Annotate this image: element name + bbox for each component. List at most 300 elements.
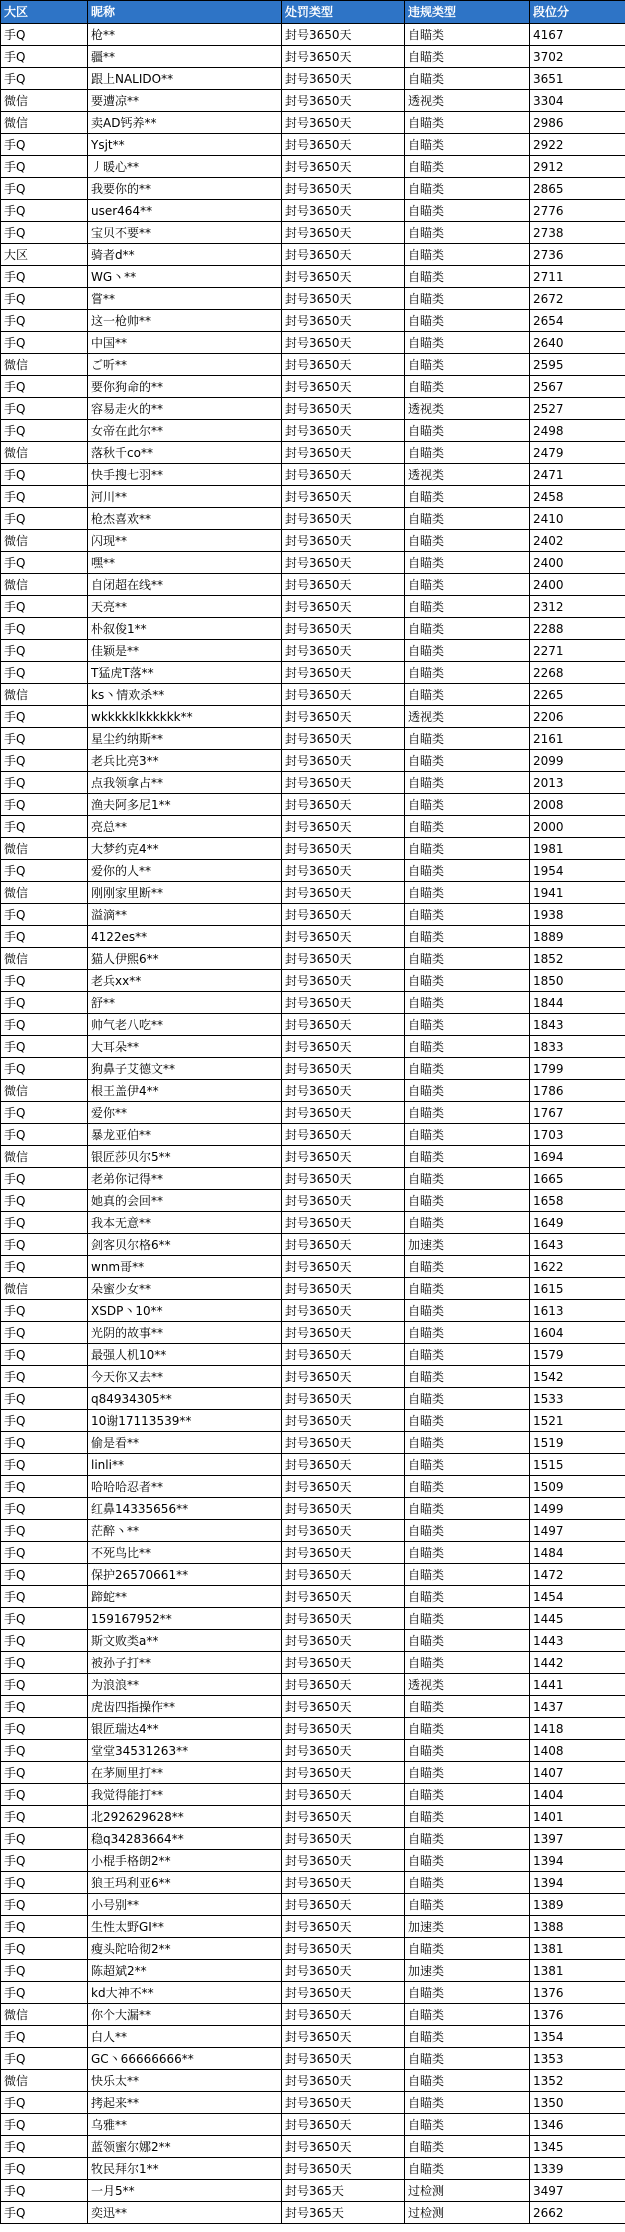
cell-nickname: 老兵比亮3** [88, 750, 282, 772]
table-row [1, 332, 625, 354]
table-row [1, 1410, 625, 1432]
cell-nickname: 生性太野GI** [88, 1916, 282, 1938]
cell-penalty-type: 封号3650天 [282, 552, 405, 574]
cell-rank-score: 2008 [530, 794, 625, 816]
cell-region: 手Q [1, 1190, 88, 1212]
cell-nickname: 4122es** [88, 926, 282, 948]
cell-penalty-type: 封号3650天 [282, 860, 405, 882]
cell-nickname: 光阴的故事** [88, 1322, 282, 1344]
table-row [1, 90, 625, 112]
column-header-nickname: 昵称 [88, 1, 282, 24]
cell-violation-type: 自瞄类 [405, 662, 530, 684]
cell-nickname: 10谢17113539** [88, 1410, 282, 1432]
cell-rank-score: 2595 [530, 354, 625, 376]
cell-penalty-type: 封号3650天 [282, 1058, 405, 1080]
cell-violation-type: 自瞄类 [405, 926, 530, 948]
cell-rank-score: 2912 [530, 156, 625, 178]
cell-region: 微信 [1, 1146, 88, 1168]
cell-violation-type: 透视类 [405, 464, 530, 486]
cell-nickname: 我本无意** [88, 1212, 282, 1234]
cell-nickname: 狼王玛利亚6** [88, 1872, 282, 1894]
cell-nickname: 枪杰喜欢** [88, 508, 282, 530]
cell-rank-score: 1938 [530, 904, 625, 926]
cell-nickname: 宝贝不要** [88, 222, 282, 244]
cell-nickname: 老兵xx** [88, 970, 282, 992]
cell-region: 手Q [1, 1058, 88, 1080]
table-row [1, 1300, 625, 1322]
cell-penalty-type: 封号3650天 [282, 2026, 405, 2048]
cell-region: 微信 [1, 684, 88, 706]
cell-region: 手Q [1, 156, 88, 178]
cell-penalty-type: 封号3650天 [282, 1630, 405, 1652]
column-header-region: 大区 [1, 1, 88, 24]
cell-penalty-type: 封号3650天 [282, 1256, 405, 1278]
cell-violation-type: 自瞄类 [405, 112, 530, 134]
cell-rank-score: 1850 [530, 970, 625, 992]
cell-nickname: ks丶情欢杀** [88, 684, 282, 706]
cell-rank-score: 3651 [530, 68, 625, 90]
cell-nickname: 我觉得能打** [88, 1784, 282, 1806]
cell-nickname: 中国** [88, 332, 282, 354]
cell-penalty-type: 封号3650天 [282, 530, 405, 552]
cell-penalty-type: 封号3650天 [282, 398, 405, 420]
cell-penalty-type: 封号3650天 [282, 794, 405, 816]
cell-violation-type: 自瞄类 [405, 1652, 530, 1674]
cell-rank-score: 1454 [530, 1586, 625, 1608]
cell-nickname: 舒** [88, 992, 282, 1014]
cell-violation-type: 自瞄类 [405, 2136, 530, 2158]
table-row [1, 68, 625, 90]
cell-region: 手Q [1, 970, 88, 992]
cell-region: 手Q [1, 1498, 88, 1520]
cell-violation-type: 自瞄类 [405, 1432, 530, 1454]
cell-penalty-type: 封号3650天 [282, 1322, 405, 1344]
cell-violation-type: 自瞄类 [405, 574, 530, 596]
cell-nickname: 蓝领蜜尔娜2** [88, 2136, 282, 2158]
cell-region: 手Q [1, 1608, 88, 1630]
cell-nickname: 虎齿四指操作** [88, 1696, 282, 1718]
cell-rank-score: 1497 [530, 1520, 625, 1542]
cell-violation-type: 自瞄类 [405, 442, 530, 464]
cell-rank-score: 1437 [530, 1696, 625, 1718]
cell-region: 手Q [1, 1674, 88, 1696]
table-row [1, 970, 625, 992]
table-row [1, 244, 625, 266]
cell-nickname: 我要你的** [88, 178, 282, 200]
cell-violation-type: 自瞄类 [405, 156, 530, 178]
cell-region: 手Q [1, 1894, 88, 1916]
table-row [1, 1454, 625, 1476]
cell-penalty-type: 封号3650天 [282, 1608, 405, 1630]
cell-violation-type: 自瞄类 [405, 420, 530, 442]
cell-penalty-type: 封号3650天 [282, 904, 405, 926]
cell-penalty-type: 封号3650天 [282, 574, 405, 596]
cell-rank-score: 2312 [530, 596, 625, 618]
cell-region: 微信 [1, 354, 88, 376]
cell-region: 手Q [1, 860, 88, 882]
cell-region: 手Q [1, 1850, 88, 1872]
cell-region: 手Q [1, 200, 88, 222]
cell-nickname: 拷起来** [88, 2092, 282, 2114]
table-row [1, 2158, 625, 2180]
column-header-penalty-type: 处罚类型 [282, 1, 405, 24]
cell-region: 手Q [1, 750, 88, 772]
cell-region: 手Q [1, 1564, 88, 1586]
cell-violation-type: 自瞄类 [405, 1828, 530, 1850]
cell-penalty-type: 封号3650天 [282, 750, 405, 772]
cell-penalty-type: 封号3650天 [282, 1212, 405, 1234]
cell-rank-score: 1339 [530, 2158, 625, 2180]
cell-violation-type: 自瞄类 [405, 68, 530, 90]
table-row [1, 376, 625, 398]
cell-nickname: WG丶** [88, 266, 282, 288]
cell-nickname: 嘿** [88, 552, 282, 574]
cell-penalty-type: 封号3650天 [282, 1476, 405, 1498]
table-row [1, 1256, 625, 1278]
table-row [1, 1960, 625, 1982]
column-header-rank-score: 段位分 [530, 1, 625, 24]
table-row [1, 684, 625, 706]
cell-nickname: 星尘约纳斯** [88, 728, 282, 750]
cell-penalty-type: 封号3650天 [282, 1432, 405, 1454]
cell-rank-score: 1519 [530, 1432, 625, 1454]
cell-violation-type: 自瞄类 [405, 266, 530, 288]
cell-region: 手Q [1, 596, 88, 618]
cell-rank-score: 2099 [530, 750, 625, 772]
cell-region: 手Q [1, 1630, 88, 1652]
cell-rank-score: 1615 [530, 1278, 625, 1300]
cell-rank-score: 1533 [530, 1388, 625, 1410]
cell-region: 手Q [1, 2158, 88, 2180]
cell-violation-type: 自瞄类 [405, 2114, 530, 2136]
table-row [1, 1828, 625, 1850]
cell-penalty-type: 封号3650天 [282, 178, 405, 200]
cell-rank-score: 2458 [530, 486, 625, 508]
table-row [1, 1344, 625, 1366]
table-row [1, 1542, 625, 1564]
cell-violation-type: 自瞄类 [405, 1102, 530, 1124]
cell-penalty-type: 封号3650天 [282, 970, 405, 992]
cell-region: 手Q [1, 486, 88, 508]
cell-region: 手Q [1, 2026, 88, 2048]
cell-penalty-type: 封号3650天 [282, 1300, 405, 1322]
table-row [1, 1322, 625, 1344]
table-row [1, 1850, 625, 1872]
cell-penalty-type: 封号3650天 [282, 1982, 405, 2004]
cell-penalty-type: 封号3650天 [282, 640, 405, 662]
cell-rank-score: 1954 [530, 860, 625, 882]
cell-region: 微信 [1, 112, 88, 134]
cell-penalty-type: 封号3650天 [282, 2158, 405, 2180]
cell-region: 手Q [1, 1696, 88, 1718]
cell-violation-type: 自瞄类 [405, 310, 530, 332]
cell-penalty-type: 封号3650天 [282, 1938, 405, 1960]
cell-rank-score: 2498 [530, 420, 625, 442]
cell-violation-type: 加速类 [405, 1234, 530, 1256]
cell-rank-score: 1799 [530, 1058, 625, 1080]
table-row [1, 552, 625, 574]
cell-region: 手Q [1, 1476, 88, 1498]
cell-penalty-type: 封号3650天 [282, 1410, 405, 1432]
cell-region: 手Q [1, 1784, 88, 1806]
cell-violation-type: 自瞄类 [405, 354, 530, 376]
cell-rank-score: 3702 [530, 46, 625, 68]
cell-penalty-type: 封号3650天 [282, 1278, 405, 1300]
cell-region: 手Q [1, 222, 88, 244]
cell-region: 手Q [1, 728, 88, 750]
cell-nickname: 丿暖心** [88, 156, 282, 178]
cell-rank-score: 1388 [530, 1916, 625, 1938]
cell-penalty-type: 封号3650天 [282, 1190, 405, 1212]
cell-rank-score: 1354 [530, 2026, 625, 2048]
cell-nickname: user464** [88, 200, 282, 222]
cell-violation-type: 自瞄类 [405, 1586, 530, 1608]
cell-rank-score: 1353 [530, 2048, 625, 2070]
cell-nickname: 帅气老八吃** [88, 1014, 282, 1036]
cell-rank-score: 2711 [530, 266, 625, 288]
cell-nickname: 快手搜七羽** [88, 464, 282, 486]
table-row [1, 1630, 625, 1652]
cell-nickname: 这一枪帅** [88, 310, 282, 332]
cell-nickname: 银匠瑞达4** [88, 1718, 282, 1740]
cell-region: 手Q [1, 1762, 88, 1784]
cell-nickname: 骑者d** [88, 244, 282, 266]
cell-nickname: 容易走火的** [88, 398, 282, 420]
cell-nickname: 银匠莎贝尔5** [88, 1146, 282, 1168]
cell-rank-score: 1703 [530, 1124, 625, 1146]
cell-rank-score: 1441 [530, 1674, 625, 1696]
table-row [1, 354, 625, 376]
cell-penalty-type: 封号3650天 [282, 1784, 405, 1806]
cell-region: 手Q [1, 508, 88, 530]
cell-nickname: 刚刚家里断** [88, 882, 282, 904]
cell-region: 手Q [1, 46, 88, 68]
table-row [1, 1278, 625, 1300]
cell-rank-score: 1397 [530, 1828, 625, 1850]
cell-violation-type: 自瞄类 [405, 1762, 530, 1784]
cell-region: 手Q [1, 1256, 88, 1278]
cell-violation-type: 自瞄类 [405, 1344, 530, 1366]
cell-violation-type: 自瞄类 [405, 1146, 530, 1168]
table-row [1, 1674, 625, 1696]
cell-region: 手Q [1, 1388, 88, 1410]
cell-violation-type: 自瞄类 [405, 1564, 530, 1586]
cell-region: 手Q [1, 706, 88, 728]
cell-violation-type: 自瞄类 [405, 596, 530, 618]
cell-penalty-type: 封号3650天 [282, 156, 405, 178]
cell-penalty-type: 封号3650天 [282, 1850, 405, 1872]
cell-rank-score: 1352 [530, 2070, 625, 2092]
cell-violation-type: 自瞄类 [405, 1058, 530, 1080]
cell-rank-score: 1649 [530, 1212, 625, 1234]
cell-rank-score: 2161 [530, 728, 625, 750]
cell-nickname: 蹄蛇** [88, 1586, 282, 1608]
cell-nickname: 枪** [88, 24, 282, 46]
cell-nickname: 斯文败类a** [88, 1630, 282, 1652]
cell-region: 手Q [1, 2048, 88, 2070]
cell-violation-type: 自瞄类 [405, 1740, 530, 1762]
table-row [1, 1014, 625, 1036]
cell-nickname: 溢滴** [88, 904, 282, 926]
cell-violation-type: 自瞄类 [405, 1498, 530, 1520]
cell-violation-type: 自瞄类 [405, 134, 530, 156]
cell-nickname: 爱你** [88, 1102, 282, 1124]
cell-rank-score: 1515 [530, 1454, 625, 1476]
table-row [1, 420, 625, 442]
cell-rank-score: 1833 [530, 1036, 625, 1058]
table-row [1, 1938, 625, 1960]
cell-region: 手Q [1, 1322, 88, 1344]
cell-region: 手Q [1, 332, 88, 354]
cell-region: 手Q [1, 1102, 88, 1124]
cell-violation-type: 自瞄类 [405, 244, 530, 266]
cell-nickname: 一月5** [88, 2180, 282, 2202]
table-row [1, 1740, 625, 1762]
cell-rank-score: 1350 [530, 2092, 625, 2114]
cell-penalty-type: 封号3650天 [282, 200, 405, 222]
table-row [1, 948, 625, 970]
cell-region: 手Q [1, 68, 88, 90]
cell-region: 手Q [1, 1938, 88, 1960]
cell-region: 手Q [1, 992, 88, 1014]
cell-nickname: 猫人伊熙6** [88, 948, 282, 970]
cell-nickname: 亮总** [88, 816, 282, 838]
table-row [1, 1190, 625, 1212]
cell-penalty-type: 封号365天 [282, 2202, 405, 2224]
table-row [1, 2092, 625, 2114]
cell-region: 手Q [1, 816, 88, 838]
table-row [1, 530, 625, 552]
cell-nickname: 老弟你记得** [88, 1168, 282, 1190]
cell-region: 手Q [1, 1212, 88, 1234]
cell-rank-score: 1472 [530, 1564, 625, 1586]
cell-violation-type: 自瞄类 [405, 1322, 530, 1344]
cell-nickname: 疆** [88, 46, 282, 68]
cell-region: 手Q [1, 178, 88, 200]
cell-penalty-type: 封号3650天 [282, 2048, 405, 2070]
cell-region: 微信 [1, 948, 88, 970]
cell-region: 手Q [1, 1916, 88, 1938]
cell-nickname: 偷是看** [88, 1432, 282, 1454]
cell-penalty-type: 封号3650天 [282, 1894, 405, 1916]
cell-region: 手Q [1, 1542, 88, 1564]
table-row [1, 2180, 625, 2202]
table-row [1, 24, 625, 46]
cell-nickname: 不死鸟比** [88, 1542, 282, 1564]
cell-rank-score: 2402 [530, 530, 625, 552]
cell-violation-type: 自瞄类 [405, 992, 530, 1014]
table-row [1, 2004, 625, 2026]
table-row [1, 1234, 625, 1256]
table-row [1, 2048, 625, 2070]
cell-violation-type: 自瞄类 [405, 904, 530, 926]
cell-penalty-type: 封号3650天 [282, 354, 405, 376]
cell-nickname: 最强人机10** [88, 1344, 282, 1366]
cell-penalty-type: 封号3650天 [282, 134, 405, 156]
cell-rank-score: 2265 [530, 684, 625, 706]
cell-violation-type: 自瞄类 [405, 332, 530, 354]
cell-region: 手Q [1, 1234, 88, 1256]
cell-nickname: 小棍手格朗2** [88, 1850, 282, 1872]
cell-violation-type: 透视类 [405, 398, 530, 420]
cell-nickname: wkkkkklkkkkkk** [88, 706, 282, 728]
cell-rank-score: 1394 [530, 1850, 625, 1872]
cell-rank-score: 2268 [530, 662, 625, 684]
cell-rank-score: 1484 [530, 1542, 625, 1564]
cell-violation-type: 自瞄类 [405, 530, 530, 552]
cell-region: 微信 [1, 2004, 88, 2026]
cell-penalty-type: 封号3650天 [282, 1762, 405, 1784]
table-row [1, 178, 625, 200]
cell-region: 手Q [1, 266, 88, 288]
cell-region: 手Q [1, 1432, 88, 1454]
cell-region: 手Q [1, 1828, 88, 1850]
cell-violation-type: 自瞄类 [405, 1366, 530, 1388]
table-row [1, 838, 625, 860]
cell-penalty-type: 封号3650天 [282, 684, 405, 706]
cell-violation-type: 自瞄类 [405, 838, 530, 860]
cell-violation-type: 自瞄类 [405, 750, 530, 772]
cell-violation-type: 自瞄类 [405, 1410, 530, 1432]
cell-nickname: 女帝在此尔** [88, 420, 282, 442]
table-row [1, 398, 625, 420]
cell-nickname: 嘗** [88, 288, 282, 310]
cell-penalty-type: 封号3650天 [282, 772, 405, 794]
cell-rank-score: 2922 [530, 134, 625, 156]
table-row [1, 156, 625, 178]
table-row [1, 1608, 625, 1630]
table-row [1, 1102, 625, 1124]
cell-rank-score: 1345 [530, 2136, 625, 2158]
cell-nickname: 茫醉丶** [88, 1520, 282, 1542]
cell-rank-score: 1381 [530, 1938, 625, 1960]
cell-rank-score: 2986 [530, 112, 625, 134]
cell-nickname: 佳颖是** [88, 640, 282, 662]
cell-nickname: 狗鼻子艾德文** [88, 1058, 282, 1080]
cell-region: 手Q [1, 662, 88, 684]
cell-rank-score: 2271 [530, 640, 625, 662]
cell-violation-type: 自瞄类 [405, 1806, 530, 1828]
cell-rank-score: 1844 [530, 992, 625, 1014]
cell-region: 手Q [1, 2202, 88, 2224]
cell-rank-score: 2527 [530, 398, 625, 420]
cell-rank-score: 1981 [530, 838, 625, 860]
cell-nickname: 奕迅** [88, 2202, 282, 2224]
cell-penalty-type: 封号3650天 [282, 376, 405, 398]
table-row [1, 1146, 625, 1168]
cell-penalty-type: 封号3650天 [282, 1498, 405, 1520]
cell-violation-type: 自瞄类 [405, 1938, 530, 1960]
cell-violation-type: 自瞄类 [405, 288, 530, 310]
cell-region: 手Q [1, 1520, 88, 1542]
cell-rank-score: 1401 [530, 1806, 625, 1828]
cell-violation-type: 自瞄类 [405, 1872, 530, 1894]
cell-violation-type: 加速类 [405, 1960, 530, 1982]
cell-rank-score: 1941 [530, 882, 625, 904]
cell-rank-score: 1443 [530, 1630, 625, 1652]
cell-rank-score: 3497 [530, 2180, 625, 2202]
cell-penalty-type: 封号3650天 [282, 1960, 405, 1982]
cell-region: 手Q [1, 640, 88, 662]
cell-nickname: Ysjt** [88, 134, 282, 156]
cell-violation-type: 自瞄类 [405, 508, 530, 530]
cell-nickname: GC丶66666666** [88, 2048, 282, 2070]
cell-region: 微信 [1, 442, 88, 464]
table-row [1, 706, 625, 728]
cell-violation-type: 自瞄类 [405, 222, 530, 244]
cell-nickname: 自闭超在线** [88, 574, 282, 596]
cell-penalty-type: 封号3650天 [282, 68, 405, 90]
